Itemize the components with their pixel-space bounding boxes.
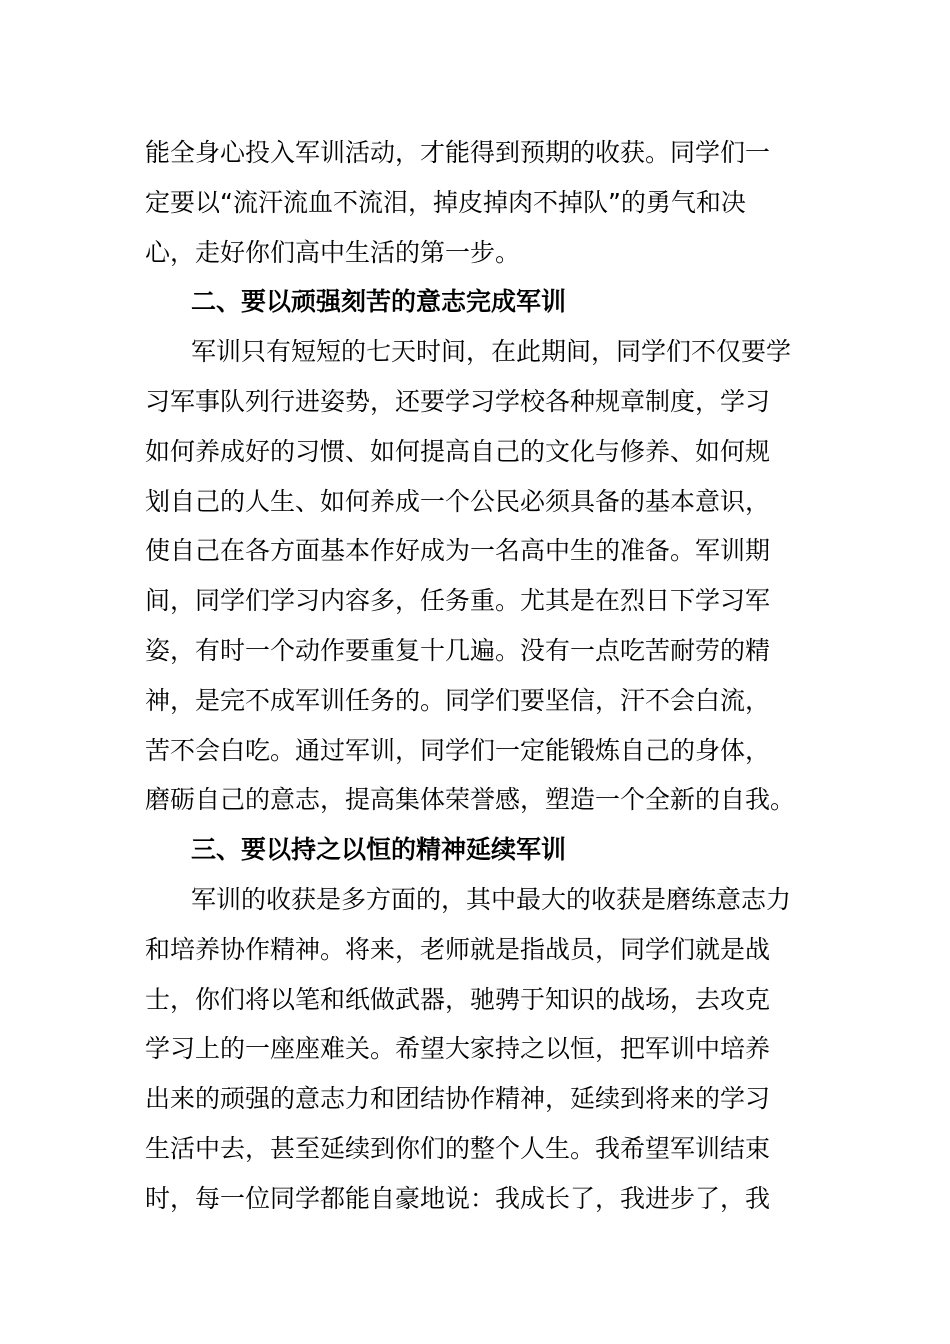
body-line: 和培养协作精神。将来，老师就是指战员，同学们就是战: [145, 934, 771, 964]
body-line: 使自己在各方面基本作好成为一名高中生的准备。军训期: [145, 536, 771, 566]
body-line: 划自己的人生、如何养成一个公民必须具备的基本意识，: [145, 486, 771, 516]
section-heading: 三、要以持之以恒的精神延续军训: [191, 835, 567, 865]
body-line: 习军事队列行进姿势，还要学习学校各种规章制度，学习: [145, 386, 771, 416]
body-line: 定要以“流汗流血不流泪，掉皮掉肉不掉队”的勇气和决: [145, 187, 746, 217]
body-line: 姿，有时一个动作要重复十几遍。没有一点吃苦耐劳的精: [145, 635, 771, 665]
body-line: 士，你们将以笔和纸做武器，驰骋于知识的战场，去攻克: [145, 984, 771, 1014]
body-line: 时，每一位同学都能自豪地说：我成长了，我进步了，我: [145, 1183, 771, 1213]
body-line: 磨砺自己的意志，提高集体荣誉感，塑造一个全新的自我。: [145, 785, 796, 815]
body-line: 出来的顽强的意志力和团结协作精神，延续到将来的学习: [145, 1084, 771, 1114]
body-line: 苦不会白吃。通过军训，同学们一定能锻炼自己的身体，: [145, 735, 771, 765]
paragraph-first-line: 军训的收获是多方面的，其中最大的收获是磨练意志力: [191, 884, 792, 914]
section-heading: 二、要以顽强刻苦的意志完成军训: [191, 287, 567, 317]
body-line: 学习上的一座座难关。希望大家持之以恒，把军训中培养: [145, 1034, 771, 1064]
paragraph-first-line: 军训只有短短的七天时间，在此期间，同学们不仅要学: [191, 337, 792, 367]
body-line: 间，同学们学习内容多，任务重。尤其是在烈日下学习军: [145, 586, 771, 616]
body-line: 能全身心投入军训活动，才能得到预期的收获。同学们一: [145, 138, 771, 167]
body-line: 神，是完不成军训任务的。同学们要坚信，汗不会白流，: [145, 685, 771, 715]
document-body: [145, 128, 810, 1224]
body-line: 心，走好你们高中生活的第一步。: [145, 237, 521, 267]
body-line: 生活中去，甚至延续到你们的整个人生。我希望军训结束: [145, 1133, 771, 1163]
body-line: 如何养成好的习惯、如何提高自己的文化与修养、如何规: [145, 436, 771, 466]
